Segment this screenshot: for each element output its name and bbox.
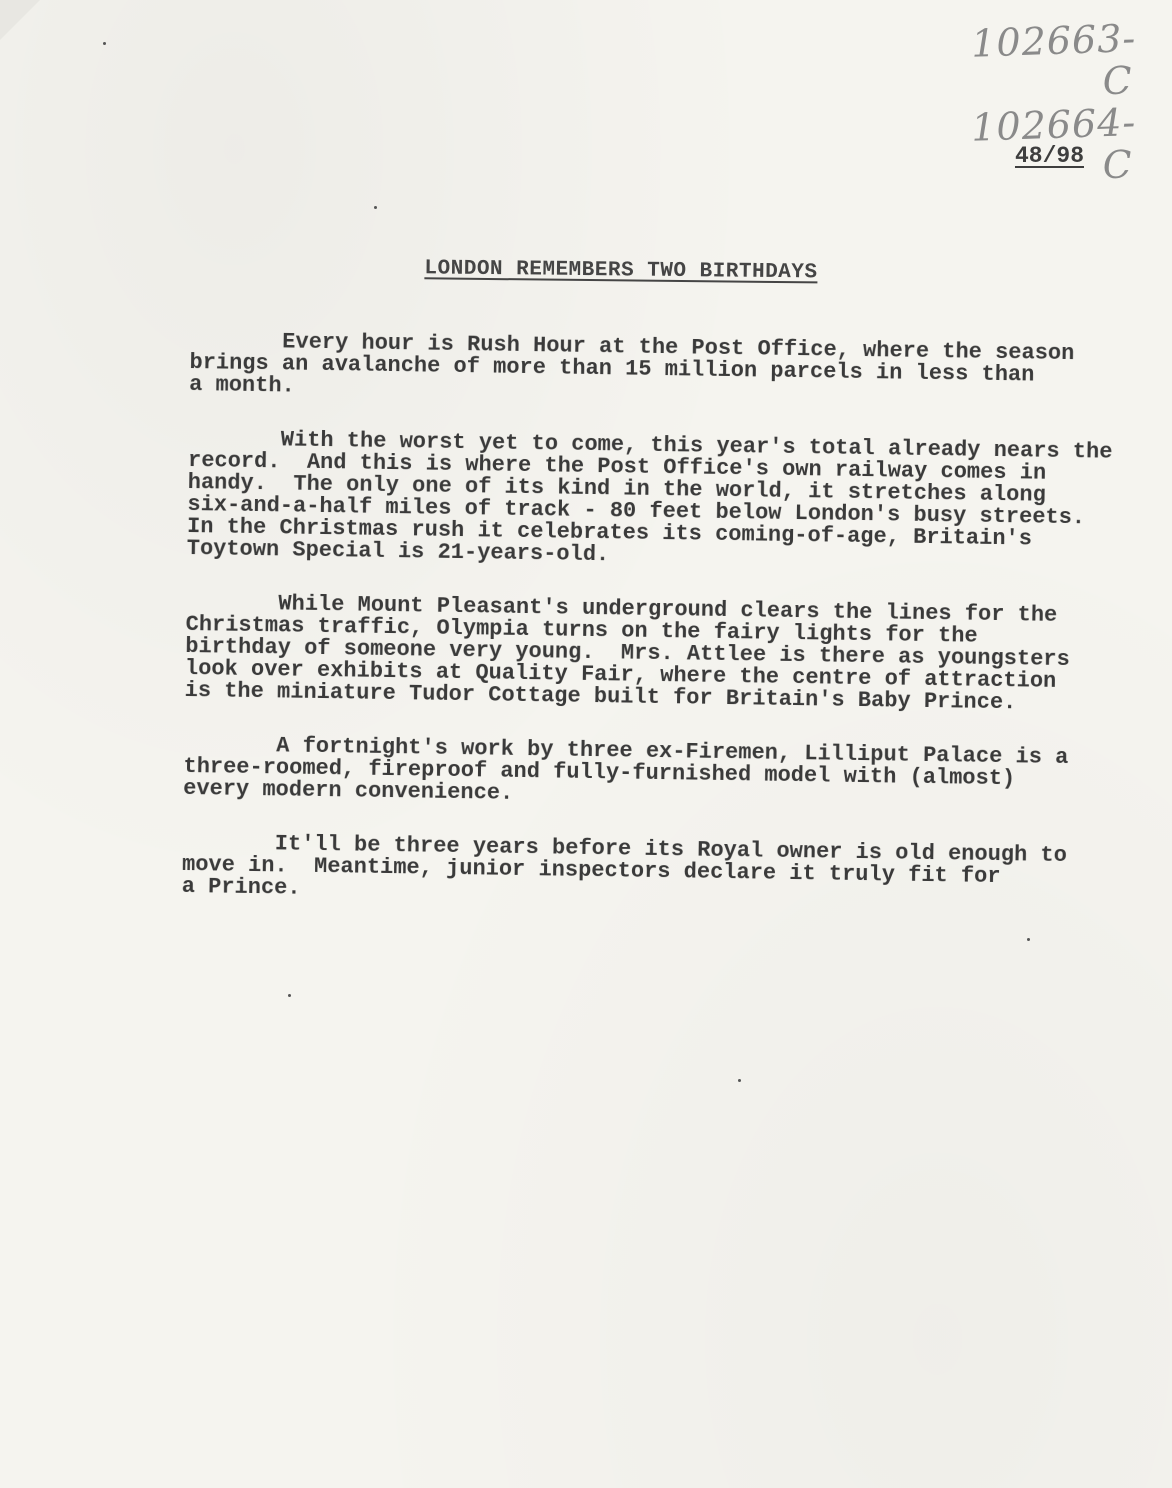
speck [374, 206, 377, 209]
paragraph-3: While Mount Pleasant's underground clears the lines for the Christmas traffic, Olympia turns on the fairy lights for the birthday of someone very young. Mrs. Attlee is there as youngsters look over exhibits at Quality Fair, where the centre of attraction is the miniature Tudor Cottage built for Britain's Baby Prince. [184, 589, 1070, 716]
speck [103, 42, 106, 45]
folded-corner [0, 0, 40, 40]
speck [288, 994, 291, 997]
speck [738, 1079, 741, 1082]
paragraph-4: A fortnight's work by three ex-Firemen, Lilliput Palace is a three-roomed, fireproof and fully-furnished model with (almost) every modern convenience. [183, 731, 1069, 806]
reference-number: 48/98 [1014, 143, 1084, 169]
speck [1027, 938, 1030, 941]
paragraph-5: It'll be three years before its Royal owner is old enough to move in. Meantime, junior inspectors declare it truly fit for a Prince. [181, 829, 1068, 901]
document-body [181, 328, 1113, 943]
document-title: LONDON REMEMBERS TWO BIRTHDAYS [424, 257, 818, 285]
catalog-number-1: 102663-C [970, 16, 1137, 104]
paragraph-1: Every hour is Rush Hour at the Post Office, where the season brings an avalanche of more than 15 million parcels in less than a month. [189, 328, 1075, 399]
paragraph-2: With the worst yet to come, this year's total already nears the record. And this is where the Post Office's own railway comes in handy. The only one of its kind in the world, it stretches along six-and-a-half miles of track - 80 feet below London's busy streets. In the Christmas rush it celebrates its coming-of-age, Britain's Toytown Special is 21-years-old. [186, 425, 1113, 568]
catalog-number-2: 102664-C [970, 100, 1137, 188]
